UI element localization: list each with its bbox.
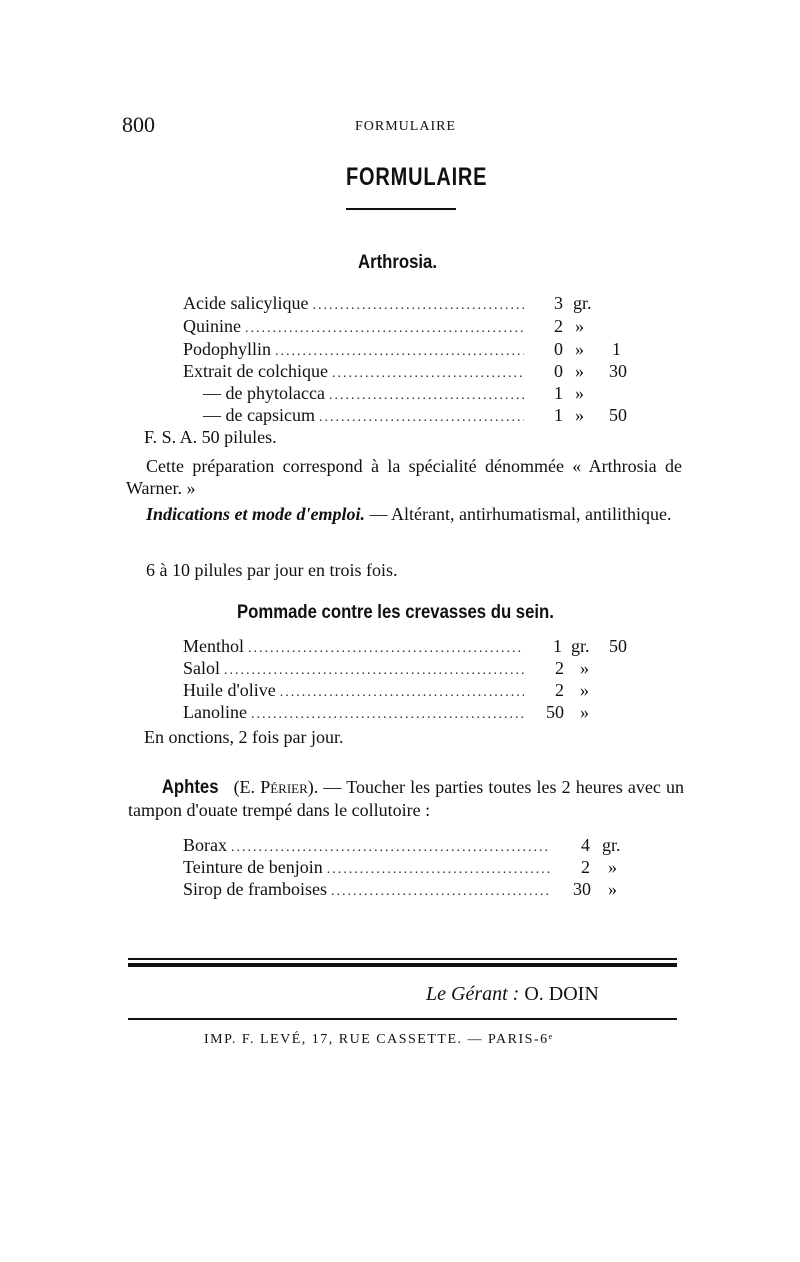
ingredient-name: Teinture de benjoin <box>183 857 323 877</box>
paragraph-preparation: Cette préparation correspond à la spécialité dénommée « Arthrosia de Warner. » <box>126 456 682 498</box>
ingredient-qty: 3 <box>554 293 563 313</box>
ingredient-name: — de phytolacca <box>203 383 325 403</box>
ingredient-unit: » <box>575 316 584 336</box>
leader-dots <box>331 881 551 903</box>
ingredient-qty: 1 <box>554 383 563 403</box>
ingredient-name: Extrait de colchique <box>183 361 328 381</box>
ingredient-name: — de capsicum <box>203 405 315 425</box>
fsa-line: F. S. A. 50 pilules. <box>144 427 277 447</box>
ingredient-row <box>183 292 528 317</box>
ingredient-qty: 4 <box>581 835 590 855</box>
ingredient-qty: 2 <box>554 316 563 336</box>
ingredient-qty: 50 <box>546 702 564 722</box>
indications-label: Indications et mode d'emploi. <box>146 504 365 524</box>
ingredient-name: Podophyllin <box>183 339 272 359</box>
ingredient-name: Acide salicylique <box>183 293 309 313</box>
ingredient-qty: 0 <box>554 339 563 359</box>
leader-dots <box>251 704 524 726</box>
ingredient-fraction: 30 <box>609 361 627 381</box>
leader-dots <box>245 318 524 340</box>
ingredient-name: Menthol <box>183 636 244 656</box>
ingredient-fraction: 1 <box>612 339 621 359</box>
ingredient-fraction: 50 <box>609 636 627 656</box>
footer-rule-thick <box>128 963 677 967</box>
aphtes-text: — Toucher les parties toutes les 2 heures avec un tampon d'ouate trempé dans le collutoire : <box>128 777 685 820</box>
leader-dots <box>319 407 524 429</box>
ingredient-name: Borax <box>183 835 227 855</box>
ingredient-unit: gr. <box>573 293 592 313</box>
ingredient-unit: » <box>575 361 584 381</box>
gerant-line <box>426 983 599 1006</box>
section-title-pommade: Pommade contre les crevasses du sein. <box>237 602 554 623</box>
ingredient-fraction: 50 <box>609 405 627 425</box>
section-title-aphtes: Aphtes <box>161 777 219 798</box>
page-title: FORMULAIRE <box>346 163 488 191</box>
imprint-line: IMP. F. LEVÉ, 17, RUE CASSETTE. — PARIS-6ᵉ <box>204 1032 554 1047</box>
section-title-arthrosia: Arthrosia. <box>358 252 437 273</box>
ingredient-row <box>183 701 528 726</box>
page-number: 800 <box>122 112 155 137</box>
ingredient-unit: gr. <box>571 636 590 656</box>
ingredient-unit: » <box>608 857 617 877</box>
ingredient-name: Sirop de framboises <box>183 879 327 899</box>
ingredient-name: Quinine <box>183 316 241 336</box>
ingredient-row <box>183 315 528 340</box>
title-rule <box>346 208 456 210</box>
usage-line: En onctions, 2 fois par jour. <box>144 727 344 747</box>
paragraph-indications <box>126 503 692 525</box>
ingredient-qty: 0 <box>554 361 563 381</box>
indications-text: — Altérant, antirhumatismal, antilithique. <box>365 504 672 524</box>
ingredient-unit: gr. <box>602 835 621 855</box>
ingredient-unit: » <box>580 680 589 700</box>
aphtes-author: (E. Périer). <box>233 777 319 797</box>
gerant-label: Le Gérant : <box>426 983 520 1005</box>
ingredient-unit: » <box>575 405 584 425</box>
ingredient-unit: » <box>580 658 589 678</box>
running-head: FORMULAIRE <box>355 119 457 134</box>
gerant-name: O. DOIN <box>524 983 599 1005</box>
ingredient-qty: 1 <box>553 636 562 656</box>
ingredient-name: Lanoline <box>183 702 247 722</box>
ingredient-unit: » <box>575 339 584 359</box>
ingredient-qty: 30 <box>573 879 591 899</box>
ingredient-unit: » <box>575 383 584 403</box>
ingredient-row <box>183 878 555 903</box>
footer-rule-bottom <box>128 1018 677 1020</box>
ingredient-unit: » <box>608 879 617 899</box>
ingredient-name: Salol <box>183 658 221 678</box>
leader-dots <box>312 295 524 317</box>
ingredient-qty: 1 <box>554 405 563 425</box>
ingredient-qty: 2 <box>555 680 564 700</box>
ingredient-qty: 2 <box>555 658 564 678</box>
ingredient-unit: » <box>580 702 589 722</box>
ingredient-qty: 2 <box>581 857 590 877</box>
ingredient-name: Huile d'olive <box>183 680 276 700</box>
paragraph-aphtes <box>128 776 684 821</box>
dosage-line: 6 à 10 pilules par jour en trois fois. <box>146 560 398 580</box>
footer-rule-top <box>128 958 677 960</box>
